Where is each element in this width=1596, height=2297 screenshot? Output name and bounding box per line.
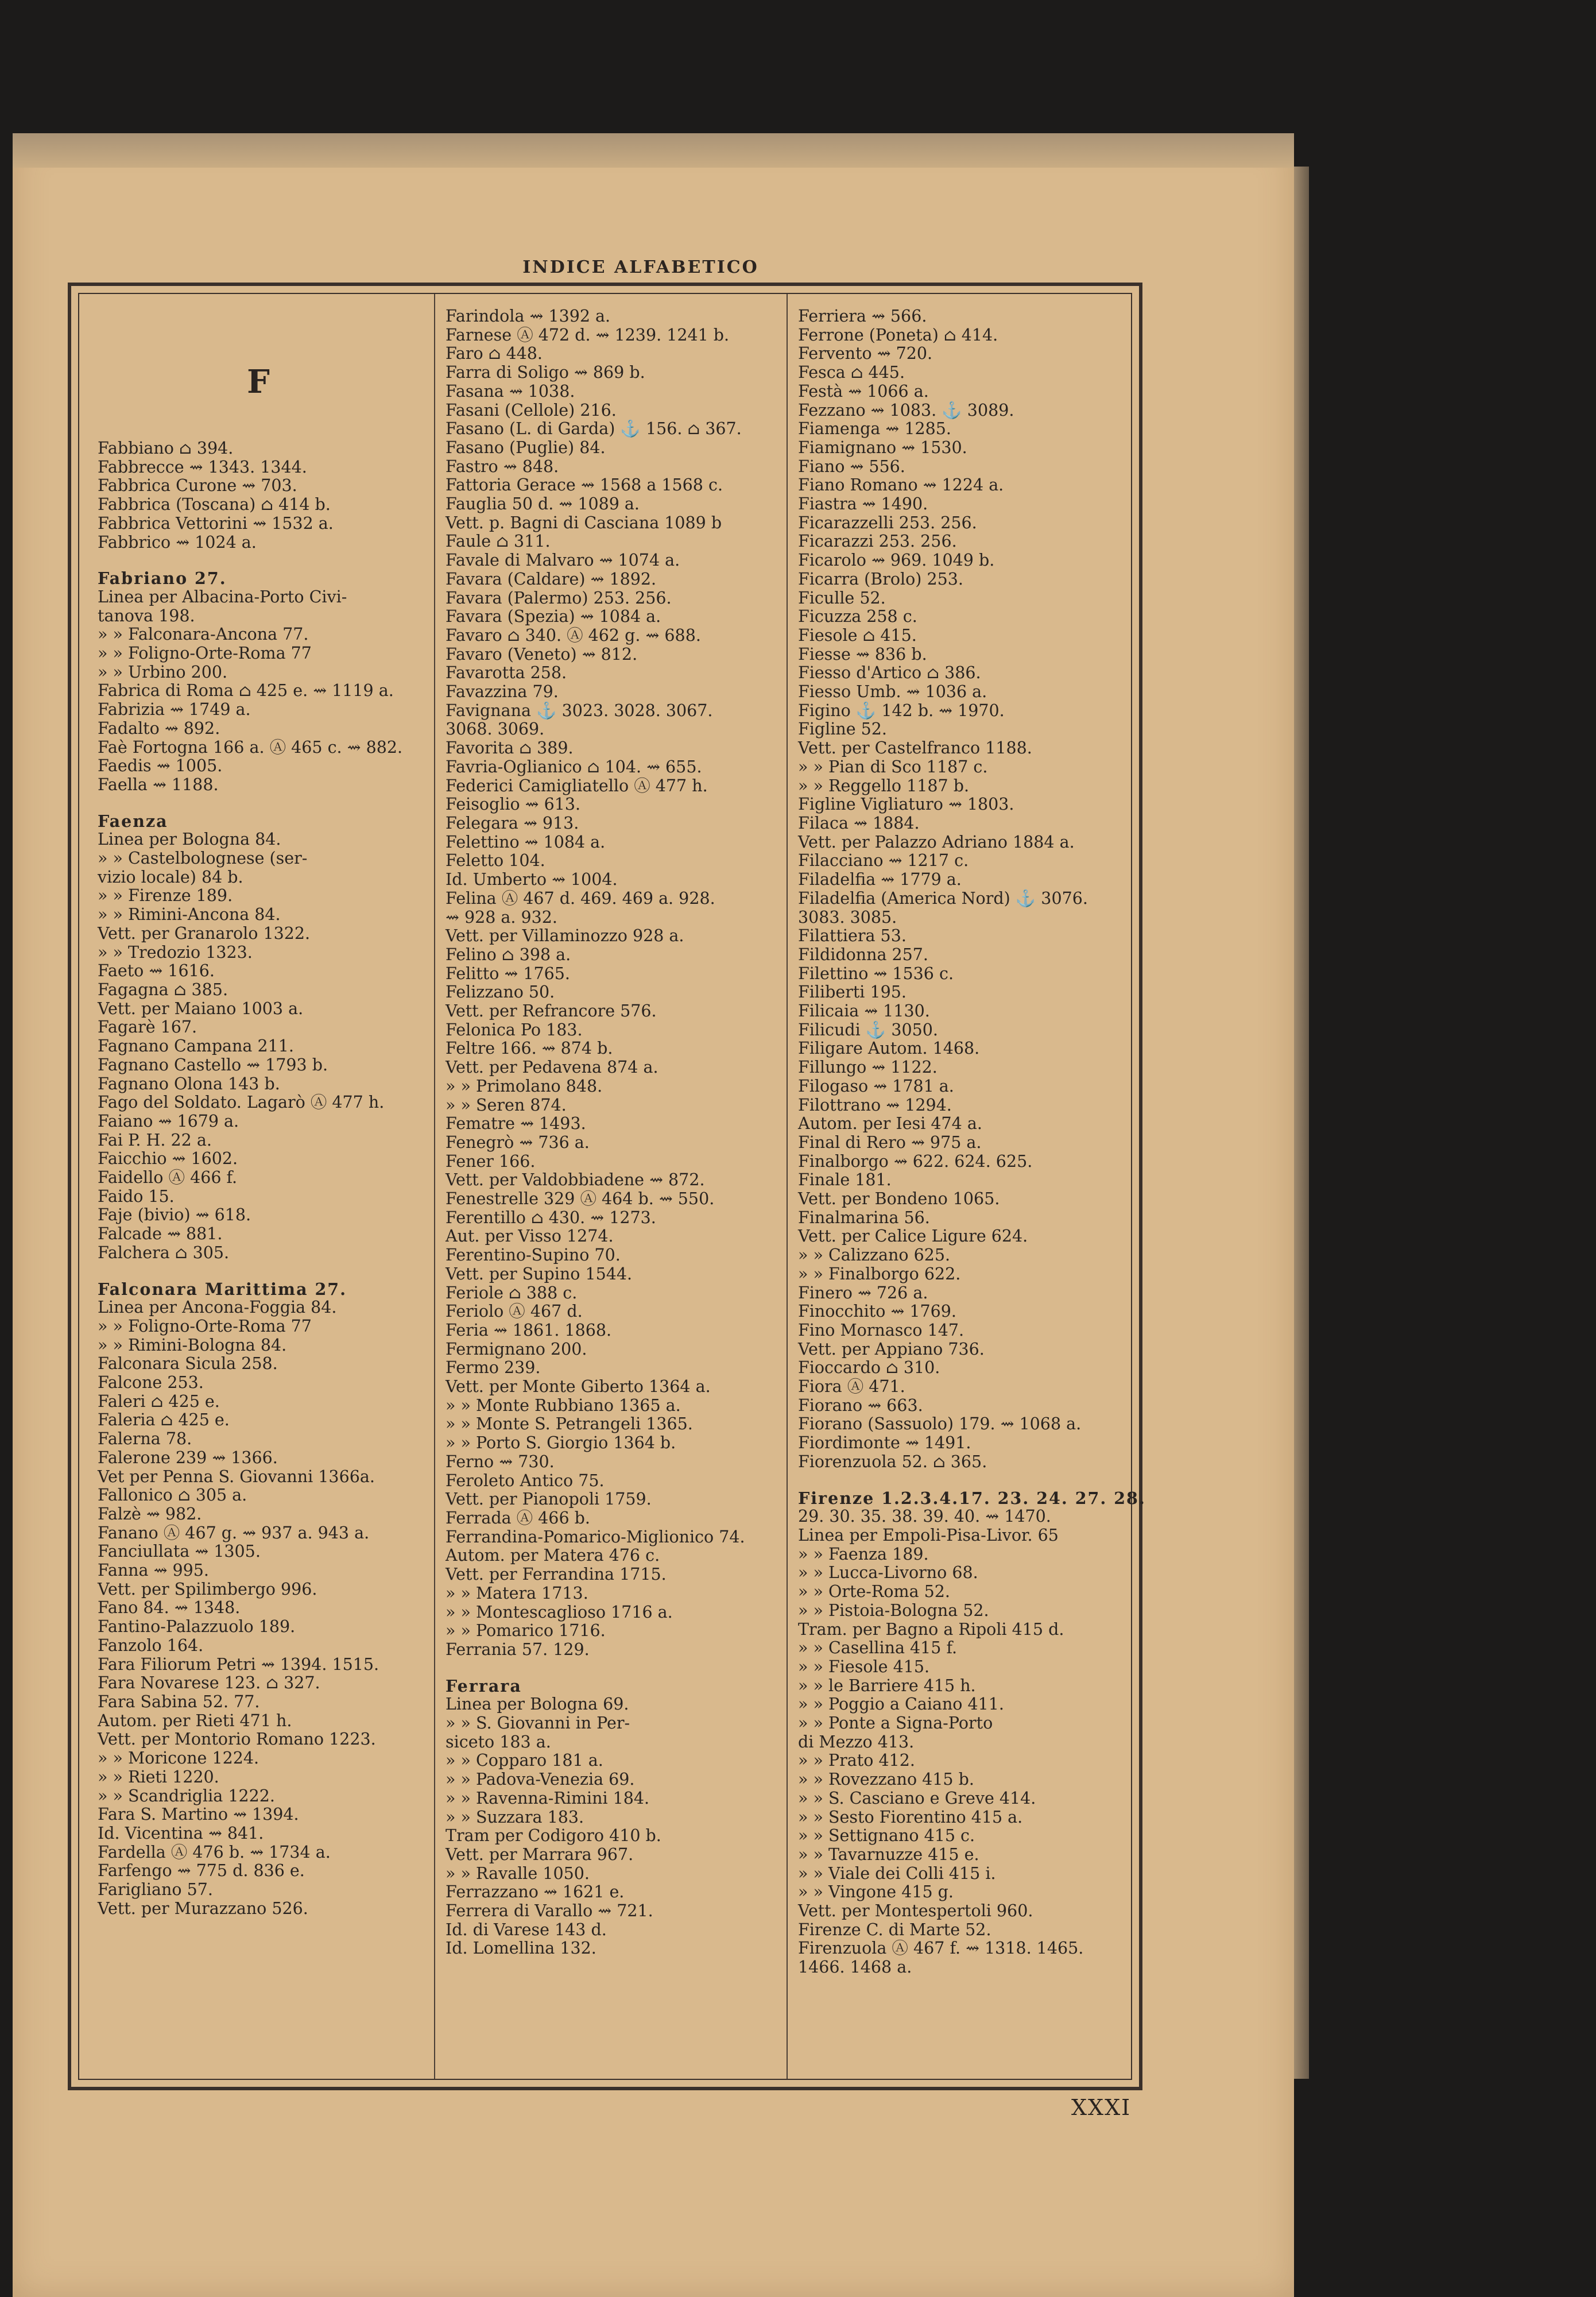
index-entry: Autom. per Matera 476 c. xyxy=(446,1546,660,1565)
index-entry: Federici Camigliatello Ⓐ 477 h. xyxy=(446,776,708,795)
index-entry: Figline 52. xyxy=(798,720,887,739)
index-entry: Finalmarina 56. xyxy=(798,1208,930,1227)
index-entry: Farra di Soligo ⇝ 869 b. xyxy=(446,363,645,382)
index-heading: Firenze 1.2.3.4.17. 23. 24. 27. 28. xyxy=(798,1488,1146,1508)
index-entry: Feriolo Ⓐ 467 d. xyxy=(446,1302,583,1321)
index-entry: Falconara Sicula 258. xyxy=(98,1354,278,1374)
index-entry: tanova 198. xyxy=(98,606,195,625)
index-entry: Ficarazzelli 253. 256. xyxy=(798,513,977,532)
index-entry: Id. di Varese 143 d. xyxy=(446,1920,607,1939)
index-heading: Fabriano 27. xyxy=(98,569,227,589)
index-entry: Faella ⇝ 1188. xyxy=(98,775,219,794)
page-number: XXXI xyxy=(1071,2095,1132,2120)
index-entry: Autom. per Rieti 471 h. xyxy=(98,1711,292,1730)
index-entry: Filacciano ⇝ 1217 c. xyxy=(798,851,969,871)
index-entry: Faedis ⇝ 1005. xyxy=(98,756,223,776)
index-entry: Ficarolo ⇝ 969. 1049 b. xyxy=(798,551,995,570)
index-entry xyxy=(446,1660,767,1677)
index-entry: Felegara ⇝ 913. xyxy=(446,813,579,833)
index-entry: Fagnano Castello ⇝ 1793 b. xyxy=(98,1055,328,1074)
index-entry: » » S. Casciano e Greve 414. xyxy=(798,1788,1036,1808)
index-entry: Ferriera ⇝ 566. xyxy=(798,307,927,326)
index-entry: Tram per Codigoro 410 b. xyxy=(446,1826,661,1846)
index-entry: Falerone 239 ⇝ 1366. xyxy=(98,1448,278,1467)
index-entry: » » Calizzano 625. xyxy=(798,1246,951,1265)
index-entry: Fabbrecce ⇝ 1343. 1344. xyxy=(98,457,307,477)
index-entry: » » Suzzara 183. xyxy=(446,1807,584,1827)
index-entry: Fagarè 167. xyxy=(98,1018,197,1037)
index-entry: Ferentino-Supino 70. xyxy=(446,1246,621,1265)
index-entry: » » Seren 874. xyxy=(446,1095,567,1115)
index-entry: Final di Rero ⇝ 975 a. xyxy=(798,1132,982,1152)
index-entry: » » Monte S. Petrangeli 1365. xyxy=(446,1414,693,1434)
index-entry: Felina Ⓐ 467 d. 469. 469 a. 928. xyxy=(446,888,715,908)
index-entry: Linea per Albacina-Porto Civi- xyxy=(98,587,347,606)
index-entry: Fiano Romano ⇝ 1224 a. xyxy=(798,475,1004,495)
index-entry: » » Castelbolognese (ser- xyxy=(98,849,308,868)
index-entry xyxy=(98,795,419,812)
index-column-3 xyxy=(798,307,1146,1977)
index-entry: » » Pian di Sco 1187 c. xyxy=(798,757,988,776)
page-right-edge xyxy=(1294,167,1309,2079)
index-entry: Fabrizia ⇝ 1749 a. xyxy=(98,700,251,720)
index-entry: Ferrone (Poneta) ⌂ 414. xyxy=(798,325,998,345)
index-entry: Firenzuola Ⓐ 467 f. ⇝ 1318. 1465. xyxy=(798,1939,1084,1958)
index-entry: Favazzina 79. xyxy=(446,682,559,702)
index-entry: vizio locale) 84 b. xyxy=(98,867,243,887)
index-entry: Favaro ⌂ 340. Ⓐ 462 g. ⇝ 688. xyxy=(446,625,701,645)
index-entry: » » Foligno-Orte-Roma 77 xyxy=(98,644,312,663)
running-header: INDICE ALFABETICO xyxy=(522,257,759,277)
index-entry: » » S. Giovanni in Per- xyxy=(446,1714,630,1733)
index-entry: Linea per Bologna 84. xyxy=(98,830,281,849)
index-entry: » » Sesto Fiorentino 415 a. xyxy=(798,1807,1023,1827)
index-entry: » » Primolano 848. xyxy=(446,1076,603,1096)
index-heading: Ferrara xyxy=(446,1676,522,1696)
index-entry: Favara (Caldare) ⇝ 1892. xyxy=(446,569,657,589)
index-entry: Vett. per Spilimbergo 996. xyxy=(98,1579,317,1599)
index-entry: Vett. per Montespertoli 960. xyxy=(798,1901,1033,1921)
index-entry: Fano 84. ⇝ 1348. xyxy=(98,1598,241,1618)
index-entry: Fiesole ⌂ 415. xyxy=(798,625,917,645)
index-entry: » » Padova-Venezia 69. xyxy=(446,1770,635,1789)
index-entry: » » Rovezzano 415 b. xyxy=(798,1770,974,1789)
index-entry: Fiordimonte ⇝ 1491. xyxy=(798,1433,971,1453)
index-entry: Linea per Empoli-Pisa-Livor. 65 xyxy=(798,1526,1059,1545)
index-entry: Fiora Ⓐ 471. xyxy=(798,1377,905,1397)
index-entry: » » Copparo 181 a. xyxy=(446,1751,603,1770)
index-entry: Fanano Ⓐ 467 g. ⇝ 937 a. 943 a. xyxy=(98,1523,370,1542)
index-entry: » » Reggello 1187 b. xyxy=(798,776,970,795)
index-entry: Fioccardo ⌂ 310. xyxy=(798,1358,940,1378)
index-entry: » » Vingone 415 g. xyxy=(798,1882,954,1902)
index-entry: Filaca ⇝ 1884. xyxy=(798,813,920,833)
index-entry: Fasano (L. di Garda) ⚓ 156. ⌂ 367. xyxy=(446,419,742,439)
index-entry: » » Montescaglioso 1716 a. xyxy=(446,1602,673,1622)
index-entry: » » Foligno-Orte-Roma 77 xyxy=(98,1316,312,1336)
index-entry: Fasana ⇝ 1038. xyxy=(446,381,575,401)
index-entry: Vett. per Palazzo Adriano 1884 a. xyxy=(798,832,1075,852)
index-entry: Faro ⌂ 448. xyxy=(446,344,543,364)
index-entry: Fener 166. xyxy=(446,1151,536,1171)
index-entry: Fago del Soldato. Lagarò Ⓐ 477 h. xyxy=(98,1093,385,1112)
index-entry: Favaro (Veneto) ⇝ 812. xyxy=(446,644,638,664)
index-entry: Filiberti 195. xyxy=(798,983,907,1002)
index-entry xyxy=(98,1263,419,1280)
index-entry: 3083. 3085. xyxy=(798,907,897,927)
index-entry: Felitto ⇝ 1765. xyxy=(446,964,570,983)
index-entry: Feria ⇝ 1861. 1868. xyxy=(446,1320,612,1340)
index-entry: Farfengo ⇝ 775 d. 836 e. xyxy=(98,1861,305,1881)
index-entry: Faicchio ⇝ 1602. xyxy=(98,1149,238,1169)
index-entry: Fattoria Gerace ⇝ 1568 a 1568 c. xyxy=(446,475,723,495)
index-entry: Favara (Palermo) 253. 256. xyxy=(446,588,672,608)
index-entry: Favarotta 258. xyxy=(446,663,567,683)
index-entry: » » Scandriglia 1222. xyxy=(98,1786,275,1805)
index-entry: Faeto ⇝ 1616. xyxy=(98,961,215,981)
index-entry: Fermignano 200. xyxy=(446,1339,587,1359)
index-entry: Fara Novarese 123. ⌂ 327. xyxy=(98,1673,320,1693)
index-entry: » » Matera 1713. xyxy=(446,1583,588,1603)
index-entry: 1466. 1468 a. xyxy=(798,1958,912,1977)
index-entry: Fiesse ⇝ 836 b. xyxy=(798,644,927,664)
index-entry: Fervento ⇝ 720. xyxy=(798,344,933,364)
column-divider xyxy=(787,294,788,2079)
index-entry: » » le Barriere 415 h. xyxy=(798,1676,976,1695)
index-entry: Faè Fortogna 166 a. Ⓐ 465 c. ⇝ 882. xyxy=(98,737,403,757)
index-entry xyxy=(98,422,419,439)
index-entry: Filadelfia (America Nord) ⚓ 3076. xyxy=(798,888,1088,908)
index-entry: Vett. per Murazzano 526. xyxy=(98,1898,308,1918)
index-entry: » » Rimini-Ancona 84. xyxy=(98,905,281,925)
index-entry: » » Firenze 189. xyxy=(98,886,233,906)
index-entry: » » Faenza 189. xyxy=(798,1544,929,1564)
index-entry: Fesca ⌂ 445. xyxy=(798,363,905,382)
index-entry: Fallonico ⌂ 305 a. xyxy=(98,1486,247,1505)
index-heading: Falconara Marittima 27. xyxy=(98,1279,347,1299)
index-entry: » » Finalborgo 622. xyxy=(798,1264,961,1283)
index-entry: Vett. per Monte Giberto 1364 a. xyxy=(446,1377,711,1397)
index-entry: Feltre 166. ⇝ 874 b. xyxy=(446,1039,613,1058)
index-column-1 xyxy=(98,307,419,1918)
index-entry: Id. Lomellina 132. xyxy=(446,1939,596,1958)
index-entry: Fardella Ⓐ 476 b. ⇝ 1734 a. xyxy=(98,1842,331,1862)
index-entry: Vett. per Appiano 736. xyxy=(798,1339,985,1359)
index-entry: Fiano ⇝ 556. xyxy=(798,457,905,476)
index-entry: Fabbrica (Toscana) ⌂ 414 b. xyxy=(98,495,331,515)
index-entry: Fiamignano ⇝ 1530. xyxy=(798,438,967,457)
index-entry: Vett. per Castelfranco 1188. xyxy=(798,738,1032,758)
index-entry: » » Ravalle 1050. xyxy=(446,1863,590,1883)
index-entry: Falcade ⇝ 881. xyxy=(98,1224,223,1244)
index-entry: Vett. per Maiano 1003 a. xyxy=(98,999,304,1018)
index-entry: Faje (bivio) ⇝ 618. xyxy=(98,1205,251,1225)
index-entry: » » Moricone 1224. xyxy=(98,1749,259,1768)
index-entry: Faule ⌂ 311. xyxy=(446,532,551,551)
index-entry: Farindola ⇝ 1392 a. xyxy=(446,307,611,326)
index-entry: Vett. per Valdobbiadene ⇝ 872. xyxy=(446,1170,705,1190)
index-entry: » » Tavarnuzze 415 e. xyxy=(798,1844,979,1864)
index-entry: Fildidonna 257. xyxy=(798,945,928,964)
section-letter: F xyxy=(247,363,270,401)
index-entry: » » Falconara-Ancona 77. xyxy=(98,625,309,644)
index-entry: Vet per Penna S. Giovanni 1366a. xyxy=(98,1467,375,1486)
index-entry: » » Lucca-Livorno 68. xyxy=(798,1563,978,1583)
index-heading: Faenza xyxy=(98,811,168,831)
index-entry: Fagnano Olona 143 b. xyxy=(98,1074,280,1093)
index-entry: Fara S. Martino ⇝ 1394. xyxy=(98,1805,299,1824)
index-entry: Ferrandina-Pomarico-Miglionico 74. xyxy=(446,1527,745,1546)
index-entry: Figino ⚓ 142 b. ⇝ 1970. xyxy=(798,701,1005,720)
index-entry: Aut. per Visso 1274. xyxy=(446,1227,614,1246)
index-entry: Fiamenga ⇝ 1285. xyxy=(798,419,951,439)
index-entry: Ferrazzano ⇝ 1621 e. xyxy=(446,1882,625,1902)
index-entry: Filicaia ⇝ 1130. xyxy=(798,1001,930,1021)
index-entry: Fagnano Campana 211. xyxy=(98,1037,294,1056)
index-entry: Vett. per Pedavena 874 a. xyxy=(446,1058,658,1077)
index-entry: Fara Sabina 52. 77. xyxy=(98,1692,260,1711)
index-entry: Felonica Po 183. xyxy=(446,1020,583,1039)
index-entry xyxy=(98,324,419,342)
index-entry: Fauglia 50 d. ⇝ 1089 a. xyxy=(446,494,640,514)
index-entry: Fiorenzuola 52. ⌂ 365. xyxy=(798,1452,987,1471)
index-entry: Fiesso d'Artico ⌂ 386. xyxy=(798,663,981,683)
index-entry: Vett. p. Bagni di Casciana 1089 b xyxy=(446,513,722,532)
index-entry: » » Pomarico 1716. xyxy=(446,1621,606,1641)
index-entry: » » Porto S. Giorgio 1364 b. xyxy=(446,1433,676,1453)
index-entry: Favria-Oglianico ⌂ 104. ⇝ 655. xyxy=(446,757,702,776)
index-entry: Faleria ⌂ 425 e. xyxy=(98,1410,230,1430)
index-entry: Ferentillo ⌂ 430. ⇝ 1273. xyxy=(446,1208,656,1227)
index-entry: Id. Umberto ⇝ 1004. xyxy=(446,870,618,890)
index-entry: Fiorano ⇝ 663. xyxy=(798,1395,923,1415)
index-entry xyxy=(98,307,419,324)
index-entry: Figline Vigliaturo ⇝ 1803. xyxy=(798,795,1014,814)
index-entry: Favale di Malvaro ⇝ 1074 a. xyxy=(446,551,680,570)
index-entry: Filogaso ⇝ 1781 a. xyxy=(798,1076,954,1096)
index-entry: » » Poggio a Caiano 411. xyxy=(798,1695,1004,1714)
index-entry: Fezzano ⇝ 1083. ⚓ 3089. xyxy=(798,400,1014,420)
index-entry: Finale 181. xyxy=(798,1170,892,1190)
index-entry: Ficarazzi 253. 256. xyxy=(798,532,957,551)
index-entry: Felizzano 50. xyxy=(446,983,555,1002)
index-entry: siceto 183 a. xyxy=(446,1732,551,1751)
index-entry: Feletto 104. xyxy=(446,851,545,871)
index-entry: Ferrada Ⓐ 466 b. xyxy=(446,1509,590,1528)
index-column-2 xyxy=(446,307,767,1958)
index-entry: Faido 15. xyxy=(98,1186,175,1206)
index-entry: Vett. per Pianopoli 1759. xyxy=(446,1490,652,1509)
index-entry: Fara Filiorum Petri ⇝ 1394. 1515. xyxy=(98,1654,379,1674)
index-entry: Felettino ⇝ 1084 a. xyxy=(446,832,606,852)
index-entry: Vett. per Granarolo 1322. xyxy=(98,923,311,943)
index-entry: » » Orte-Roma 52. xyxy=(798,1582,950,1602)
index-entry: Falchera ⌂ 305. xyxy=(98,1243,230,1262)
index-entry: Ferrania 57. 129. xyxy=(446,1639,590,1659)
index-entry: ⇝ 928 a. 932. xyxy=(446,907,557,927)
index-entry: Fabrica di Roma ⌂ 425 e. ⇝ 1119 a. xyxy=(98,681,394,701)
index-entry: Favara (Spezia) ⇝ 1084 a. xyxy=(446,607,661,627)
index-entry: » » Fiesole 415. xyxy=(798,1657,930,1676)
index-entry: Fanciullata ⇝ 1305. xyxy=(98,1542,261,1561)
index-entry: Feriole ⌂ 388 c. xyxy=(446,1283,578,1302)
index-entry: Vett. per Calice Ligure 624. xyxy=(798,1227,1028,1246)
index-entry: Fantino-Palazzuolo 189. xyxy=(98,1617,296,1637)
index-entry: Firenze C. di Marte 52. xyxy=(798,1920,991,1939)
index-entry: Filicudi ⚓ 3050. xyxy=(798,1020,938,1039)
index-entry: Fenestrelle 329 Ⓐ 464 b. ⇝ 550. xyxy=(446,1189,715,1209)
index-entry: » » Casellina 415 f. xyxy=(798,1638,958,1658)
index-entry: Fino Mornasco 147. xyxy=(798,1320,964,1340)
index-entry: Finocchito ⇝ 1769. xyxy=(798,1302,956,1321)
index-entry: Favignana ⚓ 3023. 3028. 3067. xyxy=(446,701,713,720)
index-entry: Fematre ⇝ 1493. xyxy=(446,1114,586,1134)
index-entry: Festà ⇝ 1066 a. xyxy=(798,381,929,401)
index-entry: Fai P. H. 22 a. xyxy=(98,1130,212,1150)
index-entry: Linea per Bologna 69. xyxy=(446,1695,629,1714)
index-entry: Vett. per Montorio Romano 1223. xyxy=(98,1730,376,1749)
index-entry: Fabbrica Curone ⇝ 703. xyxy=(98,476,297,496)
index-entry: Tram. per Bagno a Ripoli 415 d. xyxy=(798,1619,1064,1639)
index-entry: » » Tredozio 1323. xyxy=(98,942,253,962)
index-entry: Finero ⇝ 726 a. xyxy=(798,1283,928,1302)
index-entry: Vett. per Villaminozzo 928 a. xyxy=(446,926,684,946)
index-entry: Fasani (Cellole) 216. xyxy=(446,400,617,420)
index-entry: Filattiera 53. xyxy=(798,926,907,946)
index-entry: Fasano (Puglie) 84. xyxy=(446,438,606,457)
index-entry: Fabbiano ⌂ 394. xyxy=(98,439,234,458)
index-entry: Vett. per Marrara 967. xyxy=(446,1844,634,1864)
index-entry: Fanna ⇝ 995. xyxy=(98,1561,209,1580)
index-entry: Finalborgo ⇝ 622. 624. 625. xyxy=(798,1151,1033,1171)
index-entry: » » Rimini-Bologna 84. xyxy=(98,1335,287,1355)
index-entry: Faleri ⌂ 425 e. xyxy=(98,1391,220,1411)
index-entry: Fiastra ⇝ 1490. xyxy=(798,494,928,514)
index-entry: Filettino ⇝ 1536 c. xyxy=(798,964,954,983)
index-entry: Feroleto Antico 75. xyxy=(446,1471,605,1490)
index-entry: Fenegrò ⇝ 736 a. xyxy=(446,1132,590,1152)
index-entry: Falzè ⇝ 982. xyxy=(98,1504,202,1523)
index-entry xyxy=(798,1472,1119,1489)
index-entry: Ferrera di Varallo ⇝ 721. xyxy=(446,1901,653,1921)
index-entry: Filigare Autom. 1468. xyxy=(798,1039,980,1058)
index-entry: » » Rieti 1220. xyxy=(98,1767,219,1786)
index-entry: Fiorano (Sassuolo) 179. ⇝ 1068 a. xyxy=(798,1414,1082,1434)
page-top-edge xyxy=(13,133,1294,168)
index-entry: Fiesso Umb. ⇝ 1036 a. xyxy=(798,682,987,702)
index-entry: Fermo 239. xyxy=(446,1358,541,1378)
index-entry: 3068. 3069. xyxy=(446,720,545,739)
index-entry: » » Ravenna-Rimini 184. xyxy=(446,1788,650,1808)
index-entry: Fabbrica Vettorini ⇝ 1532 a. xyxy=(98,513,334,533)
index-entry: Falcone 253. xyxy=(98,1373,204,1393)
index-entry: Vett. per Ferrandina 1715. xyxy=(446,1565,667,1584)
index-entry: Feisoglio ⇝ 613. xyxy=(446,795,581,814)
index-entry: Fanzolo 164. xyxy=(98,1635,204,1655)
index-entry: Faiano ⇝ 1679 a. xyxy=(98,1111,239,1131)
column-divider xyxy=(434,294,435,2079)
index-entry: Felino ⌂ 398 a. xyxy=(446,945,571,964)
index-entry: Farigliano 57. xyxy=(98,1880,213,1900)
index-entry: Vett. per Refrancore 576. xyxy=(446,1001,657,1021)
index-entry: Ficulle 52. xyxy=(798,588,886,608)
index-entry: Faidello Ⓐ 466 f. xyxy=(98,1168,238,1188)
index-entry: Fadalto ⇝ 892. xyxy=(98,718,220,738)
index-entry: Ferno ⇝ 730. xyxy=(446,1452,555,1471)
index-entry: » » Settignano 415 c. xyxy=(798,1826,975,1846)
index-entry: Falerna 78. xyxy=(98,1429,192,1449)
index-entry xyxy=(98,552,419,569)
index-entry: Linea per Ancona-Foggia 84. xyxy=(98,1298,337,1317)
index-entry: Fabbrico ⇝ 1024 a. xyxy=(98,532,257,552)
index-entry: Fillungo ⇝ 1122. xyxy=(798,1058,938,1077)
index-entry: Fagagna ⌂ 385. xyxy=(98,980,228,999)
index-entry: Ficuzza 258 c. xyxy=(798,607,917,627)
index-entry: 29. 30. 35. 38. 39. 40. ⇝ 1470. xyxy=(798,1507,1051,1526)
index-entry: » » Urbino 200. xyxy=(98,662,228,682)
index-entry: » » Prato 412. xyxy=(798,1751,915,1770)
index-entry: Fastro ⇝ 848. xyxy=(446,457,559,476)
index-entry: Filottrano ⇝ 1294. xyxy=(798,1095,952,1115)
index-entry: di Mezzo 413. xyxy=(798,1732,915,1751)
index-entry: Id. Vicentina ⇝ 841. xyxy=(98,1823,264,1843)
index-entry: Vett. per Bondeno 1065. xyxy=(798,1189,1000,1209)
index-entry: Filadelfia ⇝ 1779 a. xyxy=(798,870,962,890)
index-entry: Vett. per Supino 1544. xyxy=(446,1264,633,1283)
index-entry: » » Viale dei Colli 415 i. xyxy=(798,1863,996,1883)
index-entry: » » Ponte a Signa-Porto xyxy=(798,1714,993,1733)
index-entry: » » Monte Rubbiano 1365 a. xyxy=(446,1395,681,1415)
index-entry: Farnese Ⓐ 472 d. ⇝ 1239. 1241 b. xyxy=(446,325,730,345)
index-entry: Ficarra (Brolo) 253. xyxy=(798,569,963,589)
index-entry: Favorita ⌂ 389. xyxy=(446,738,574,758)
index-entry: » » Pistoia-Bologna 52. xyxy=(798,1600,989,1620)
index-entry: Autom. per Iesi 474 a. xyxy=(798,1114,982,1134)
